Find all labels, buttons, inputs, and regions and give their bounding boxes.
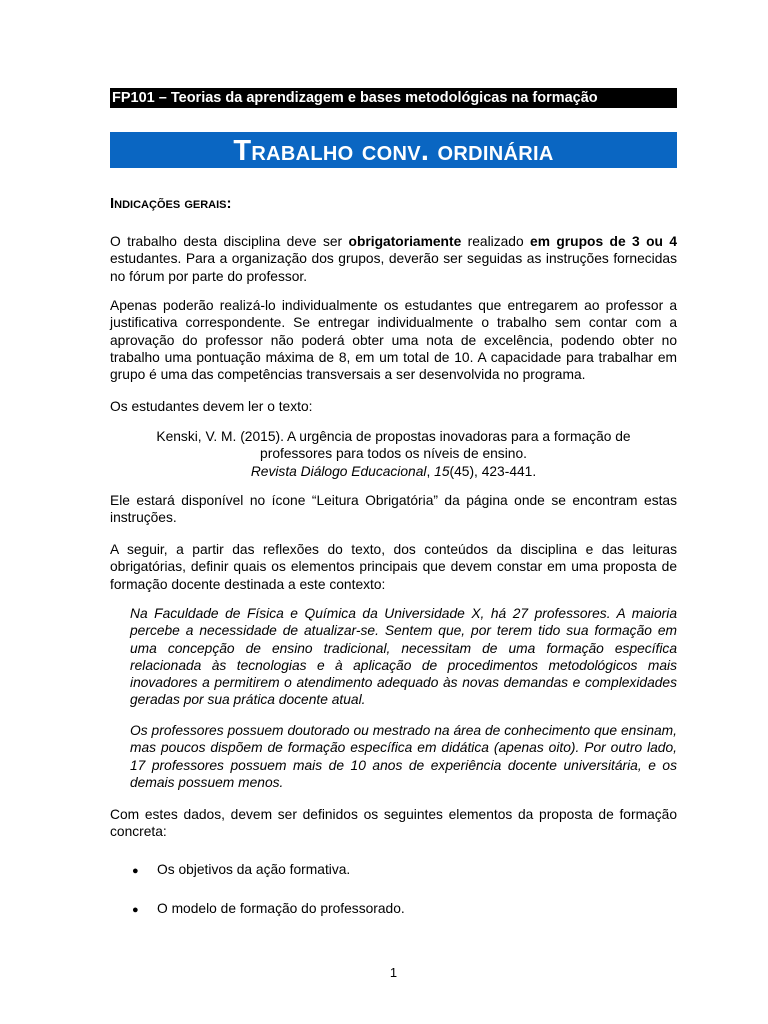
bullet-icon: ● (132, 865, 139, 877)
paragraph-availability: Ele estará disponível no ícone “Leitura Obrigatória” da página onde se encontram estas instruções. (110, 493, 677, 526)
case-quote-2: Os professores possuem doutorado ou mestrado na área de conhecimento que ensinam, mas poucos dispõem de formação específica em didática (apenas oito). Por outro lado, 17 professores possuem mais de 10 anos de experiência docente universitária, e os demais possuem menos. (130, 723, 677, 790)
reference-sep: , (426, 463, 435, 479)
list-item (132, 900, 405, 919)
para1-text-3: estudantes. Para a organização dos grupos, deverão ser seguidas as instruções fornecidas no fórum por parte do professor. (110, 251, 677, 284)
title-banner: Trabalho conv. ordinária (110, 132, 677, 168)
paragraph-group-requirement (110, 233, 677, 285)
para1-bold-1: obrigatoriamente (348, 234, 462, 249)
list-item-text: Os objetivos da ação formativa. (157, 862, 351, 877)
reference-line-1: Kenski, V. M. (2015). A urgência de propostas inovadoras para a formação de (156, 429, 631, 444)
list-item (132, 861, 350, 880)
page-number: 1 (389, 965, 398, 980)
paragraph-elements: Com estes dados, devem ser definidos os seguintes elementos da proposta de formação concreta: (110, 807, 677, 840)
para1-text-1: O trabalho desta disciplina deve ser (110, 234, 349, 249)
para1-bold-2: em grupos de 3 ou 4 (530, 234, 677, 249)
bullet-icon: ● (132, 904, 139, 916)
section-heading: Indicações gerais: (110, 195, 232, 212)
paragraph-individual-work: Apenas poderão realizá-lo individualmente os estudantes que entregarem ao professor a justificativa correspondente. Se entregar individualmente o trabalho sem contar com a aprovação do professor não poderá obter uma nota de excelência, podendo obter no trabalho uma pontuação máxima de 8, em um total de 10. A capacidade para trabalhar em grupo é uma das competências transversais a ser desenvolvida no programa. (110, 298, 677, 383)
course-header: FP101 – Teorias da aprendizagem e bases metodológicas na formação (110, 88, 677, 108)
reference-line-3 (110, 463, 677, 480)
reference-line-2: professores para todos os níveis de ensino. (260, 446, 527, 462)
paragraph-read-text: Os estudantes devem ler o texto: (110, 399, 313, 414)
para1-text-2: realizado (461, 234, 531, 249)
paragraph-instructions: A seguir, a partir das reflexões do texto, dos conteúdos da disciplina e das leituras obrigatórias, definir quais os elementos principais que devem constar em uma proposta de formação docente destinada a este contexto: (110, 542, 677, 592)
reference-issue-pages: (45), 423-441. (449, 463, 537, 479)
reference-journal: Revista Diálogo Educacional (250, 463, 427, 479)
reference-volume: 15 (434, 463, 450, 479)
case-quote-1: Na Faculdade de Física e Química da Universidade X, há 27 professores. A maioria percebe a necessidade de atualizar-se. Sentem que, por terem tido sua formação em uma concepção de ensino tradicional, necessitam de uma formação específica relacionada às tecnologias e à aplicação de procedimentos metodológicos mais inovadores a permitirem o atendimento adequado às novas demandas e complexidades geradas por sua prática docente atual. (130, 606, 677, 708)
reference-citation (110, 428, 677, 480)
list-item-text: O modelo de formação do professorado. (157, 901, 405, 916)
